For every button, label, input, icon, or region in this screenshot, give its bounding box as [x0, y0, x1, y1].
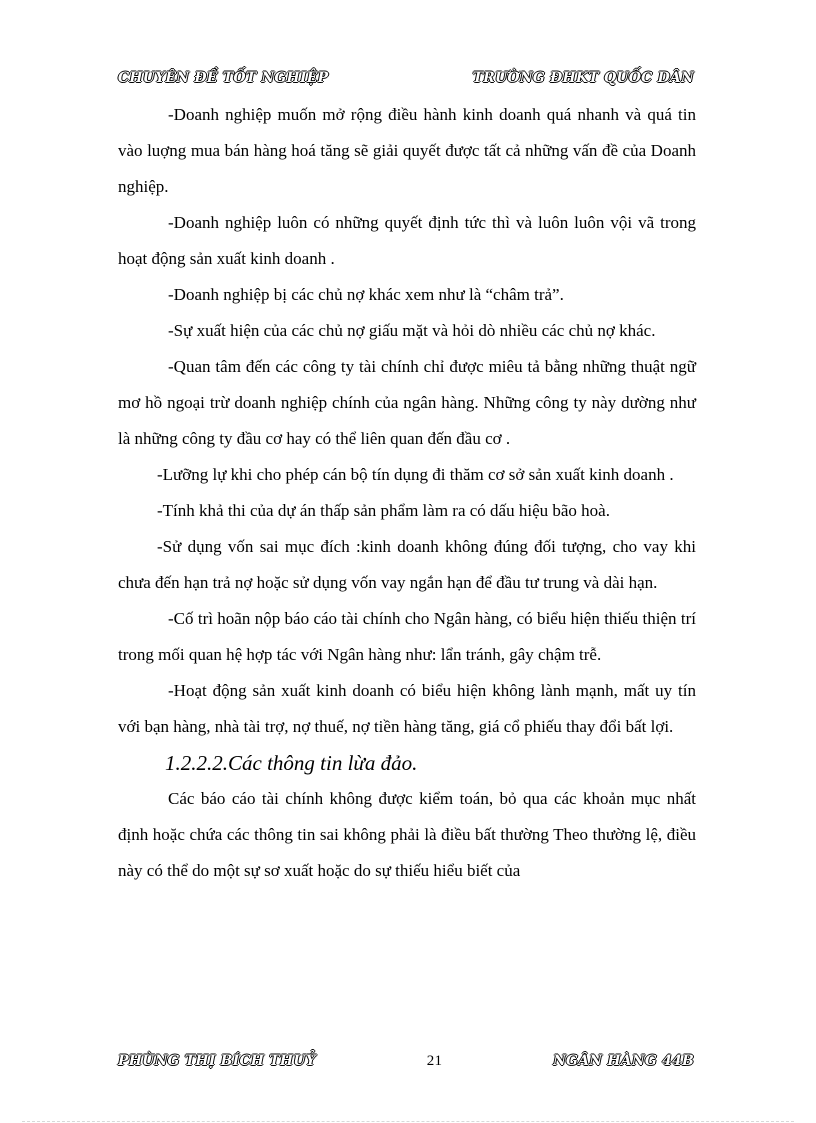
body-paragraph: -Sử dụng vốn sai mục đích :kinh doanh không đúng đối tượng, cho vay khi chưa đến hạn trả nợ hoặc sử dụng vốn vay ngắn hạn để đầu tư trung và dài hạn.	[118, 537, 696, 592]
body-paragraph: -Doanh nghiệp bị các chủ nợ khác xem như là “châm trả”.	[168, 285, 564, 304]
body-paragraph: -Cố trì hoãn nộp báo cáo tài chính cho Ngân hàng, có biểu hiện thiếu thiện trí trong mối quan hệ hợp tác với Ngân hàng như: lẩn tránh, gây chậm trễ.	[118, 609, 696, 664]
page-number: 21	[426, 1053, 443, 1069]
body-paragraph: Các báo cáo tài chính không được kiểm toán, bỏ qua các khoản mục nhất định hoặc chứa các thông tin sai không phải là điều bất thường Theo thường lệ, điều này có thể do một sự sơ xuất hoặc do sự thiếu hiểu biết của	[118, 789, 696, 880]
body-paragraph: -Sự xuất hiện của các chủ nợ giấu mặt và hỏi dò nhiều các chủ nợ khác.	[168, 321, 656, 340]
header-right-title: TRƯỜNG ĐHKT QUỐC DÂN	[472, 70, 694, 86]
body-paragraph: -Lưỡng lự khi cho phép cán bộ tín dụng đi thăm cơ sở sản xuất kinh doanh .	[157, 465, 674, 484]
footer-class: NGÂN HÀNG 44B	[553, 1053, 694, 1069]
footer-author: PHÙNG THỊ BÍCH THUỶ	[118, 1053, 316, 1069]
page-body	[118, 97, 696, 889]
body-paragraph: -Doanh nghiệp muốn mở rộng điều hành kinh doanh quá nhanh và quá tin vào luợng mua bán hàng hoá tăng sẽ giải quyết được tất cả những vấn đề của Doanh nghiệp.	[118, 105, 696, 196]
page-edge-divider	[22, 1121, 794, 1122]
body-paragraph: -Hoạt động sản xuất kinh doanh có biểu hiện không lành mạnh, mất uy tín với bạn hàng, nhà tài trợ, nợ thuế, nợ tiền hàng tăng, giá cổ phiếu thay đổi bất lợi.	[118, 681, 696, 736]
page-header	[118, 70, 694, 86]
section-heading: 1.2.2.2.Các thông tin lừa đảo.	[165, 751, 418, 775]
body-paragraph: -Doanh nghiệp luôn có những quyết định tức thì và luôn luôn vội vã trong hoạt động sản xuất kinh doanh .	[118, 213, 696, 268]
body-paragraph: -Quan tâm đến các công ty tài chính chỉ được miêu tả bằng những thuật ngữ mơ hồ ngoại trừ doanh nghiệp chính của ngân hàng. Những công ty này dường như là những công ty đầu cơ hay có thể liên quan đến đầu cơ .	[118, 357, 696, 448]
page-footer	[118, 1053, 694, 1070]
header-left-title: CHUYÊN ĐỀ TỐT NGHIỆP	[118, 70, 329, 86]
body-paragraph: -Tính khả thi của dự án thấp sản phẩm làm ra có dấu hiệu bão hoà.	[157, 501, 610, 520]
